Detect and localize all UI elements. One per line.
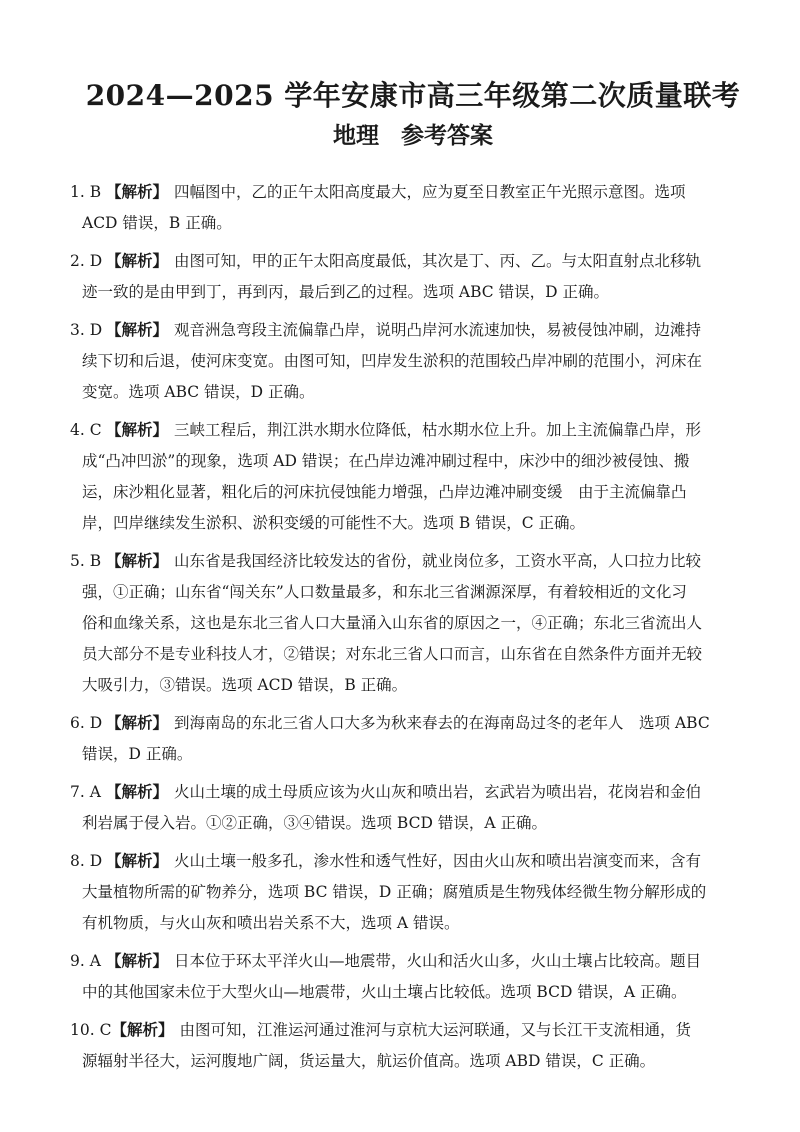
answer-first-line [70, 845, 756, 877]
answer-text: 到海南岛的东北三省人口大多为秋来春去的在海南岛过冬的老年人 选项 ABC [174, 714, 710, 732]
answer-continuation-line [70, 277, 756, 308]
answer-first-line [70, 245, 756, 277]
analysis-tag: 【解析】 [106, 551, 169, 570]
answer-continuation-line [70, 446, 756, 477]
answer-text: 山东省是我国经济比较发达的省份，就业岗位多，工资水平高，人口拉力比较 [174, 552, 702, 570]
answer-first-line [70, 1014, 756, 1046]
answer-item [70, 1014, 756, 1077]
answer-continuation-line [70, 208, 756, 239]
analysis-tag: 【解析】 [106, 251, 169, 270]
answer-item [70, 545, 756, 701]
analysis-tag: 【解析】 [106, 713, 169, 732]
answer-continuation-line [70, 670, 756, 701]
analysis-tag: 【解析】 [106, 851, 169, 870]
answer-text: ACD 错误，B 正确。 [82, 214, 232, 232]
answer-continuation-line [70, 346, 756, 377]
answer-text: 大吸引力，③错误。选项 ACD 错误，B 正确。 [82, 676, 408, 694]
answer-continuation-line [70, 377, 756, 408]
answer-item [70, 945, 756, 1008]
question-number: 4. C [70, 421, 102, 439]
question-number: 5. B [70, 552, 102, 570]
answer-text: 三峡工程后，荆江洪水期水位降低，枯水期水位上升。加上主流偏靠凸岸，形 [174, 421, 702, 439]
doc-type-label: 参考答案 [401, 122, 493, 149]
answer-text: 由图可知，甲的正午太阳高度最低，其次是丁、丙、乙。与太阳直射点北移轨 [174, 252, 702, 270]
answer-text: 俗和血缘关系，这也是东北三省人口大量涌入山东省的原因之一，④正确；东北三省流出人 [82, 614, 703, 632]
answer-text: 大量植物所需的矿物养分，选项 BC 错误，D 正确；腐殖质是生物残体经微生物分解形成的 [82, 883, 707, 901]
question-number: 3. D [70, 321, 103, 339]
answer-continuation-line [70, 977, 756, 1008]
answer-text: 岸，凹岸继续发生淤积、淤积变缓的可能性不大。选项 B 错误，C 正确。 [82, 514, 586, 532]
answer-text: 变宽。选项 ABC 错误，D 正确。 [82, 383, 315, 401]
subject-label: 地理 [333, 122, 379, 149]
answer-continuation-line [70, 1046, 756, 1077]
answer-item [70, 776, 756, 839]
answer-first-line [70, 945, 756, 977]
answer-text: 强，①正确；山东省“闯关东”人口数量最多，和东北三省渊源深厚，有着较相近的文化习 [82, 583, 687, 601]
answer-text: 源辐射半径大，运河腹地广阔，货运量大，航运价值高。选项 ABD 错误，C 正确。 [82, 1052, 656, 1070]
answer-item [70, 176, 756, 239]
question-number: 6. D [70, 714, 103, 732]
answer-text: 火山土壤的成土母质应该为火山灰和喷出岩，玄武岩为喷出岩，花岗岩和金伯 [174, 783, 702, 801]
answer-first-line [70, 414, 756, 446]
answer-first-line [70, 545, 756, 577]
question-number: 10. C [70, 1021, 112, 1039]
page-subtitle [70, 120, 756, 152]
answer-text: 迹一致的是由甲到丁，再到丙，最后到乙的过程。选项 ABC 错误，D 正确。 [82, 283, 609, 301]
answer-first-line [70, 707, 756, 739]
question-number: 2. D [70, 252, 103, 270]
answer-first-line [70, 314, 756, 346]
question-number: 8. D [70, 852, 103, 870]
answer-continuation-line [70, 739, 756, 770]
analysis-tag: 【解析】 [106, 320, 169, 339]
answer-text: 火山土壤一般多孔，渗水性和透气性好，因由火山灰和喷出岩演变而来，含有 [174, 852, 702, 870]
answer-continuation-line [70, 477, 756, 508]
answer-item [70, 845, 756, 939]
answer-continuation-line [70, 877, 756, 908]
analysis-tag: 【解析】 [111, 1020, 174, 1039]
answer-text: 错误，D 正确。 [82, 745, 193, 763]
answer-continuation-line [70, 639, 756, 670]
answer-text: 中的其他国家未位于大型火山—地震带，火山土壤占比较低。选项 BCD 错误，A 正确。 [82, 983, 687, 1001]
answer-first-line [70, 176, 756, 208]
answer-text: 有机物质，与火山灰和喷出岩关系不大，选项 A 错误。 [82, 914, 460, 932]
answer-text: 员大部分不是专业科技人才，②错误；对东北三省人口而言，山东省在自然条件方面并无较 [82, 645, 703, 663]
answer-text: 观音洲急弯段主流偏靠凸岸，说明凸岸河水流速加快，易被侵蚀冲刷，边滩持 [174, 321, 702, 339]
answer-text: 日本位于环太平洋火山—地震带，火山和活火山多，火山土壤占比较高。题目 [174, 952, 702, 970]
answer-item [70, 414, 756, 539]
answer-text: 续下切和后退，使河床变宽。由图可知，凹岸发生淤积的范围较凸岸冲刷的范围小，河床在 [82, 352, 703, 370]
analysis-tag: 【解析】 [106, 420, 169, 439]
answer-item [70, 314, 756, 408]
page-title: 2024—2025 学年安康市高三年级第二次质量联考 [85, 79, 741, 112]
question-number: 1. B [70, 183, 102, 201]
analysis-tag: 【解析】 [106, 951, 169, 970]
answer-text: 成“凸冲凹淤”的现象，选项 AD 错误；在凸岸边滩冲刷过程中，床沙中的细沙被侵蚀、搬 [82, 452, 690, 470]
question-number: 9. A [70, 952, 101, 970]
answer-continuation-line [70, 508, 756, 539]
answer-item [70, 245, 756, 308]
answer-text: 利岩属于侵入岩。①②正确，③④错误。选项 BCD 错误，A 正确。 [82, 814, 547, 832]
answer-first-line [70, 776, 756, 808]
question-number: 7. A [70, 783, 101, 801]
answer-continuation-line [70, 608, 756, 639]
answer-continuation-line [70, 808, 756, 839]
answer-text: 四幅图中，乙的正午太阳高度最大，应为夏至日教室正午光照示意图。选项 [174, 183, 686, 201]
answer-text: 运，床沙粗化显著，粗化后的河床抗侵蚀能力增强，凸岸边滩冲刷变缓 由于主流偏靠凸 [82, 483, 687, 501]
answer-continuation-line [70, 577, 756, 608]
answer-text: 由图可知，江淮运河通过淮河与京杭大运河联通，又与长江干支流相通，货 [179, 1021, 691, 1039]
answer-continuation-line [70, 908, 756, 939]
analysis-tag: 【解析】 [106, 182, 169, 201]
analysis-tag: 【解析】 [106, 782, 169, 801]
answer-list [70, 176, 756, 1077]
answer-item [70, 707, 756, 770]
